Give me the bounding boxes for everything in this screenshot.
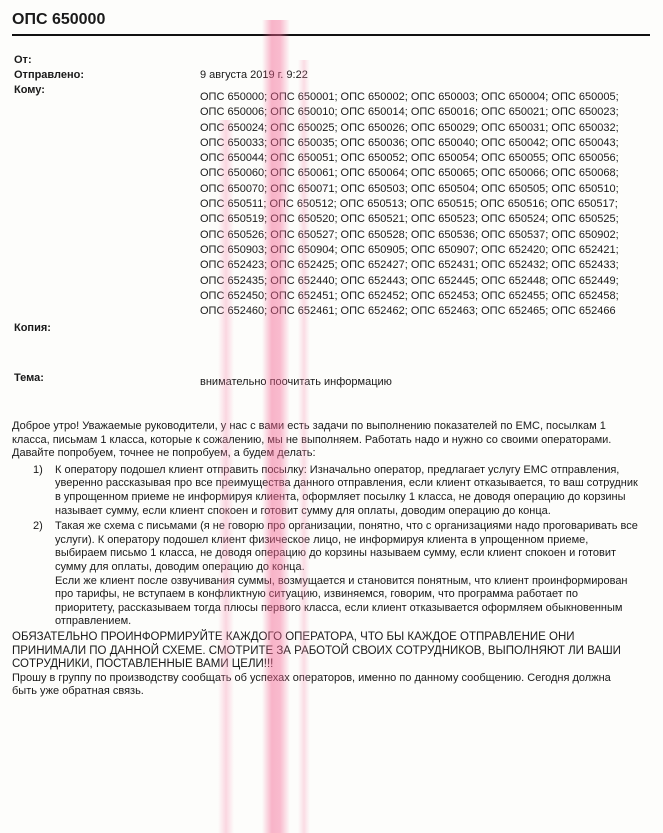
recipients-line: ОПС 650033; ОПС 650035; ОПС 650036; ОПС 650040; ОПС 650042; ОПС 650043; [200, 136, 619, 149]
message-body [12, 420, 638, 699]
list-item-text: Такая же схема с письмами (я не говорю про организации, понятно, что с организациями надо проговаривать все услуги). К оператору подошел клиент физическое лицо, не информируя клиента в упрощенном приеме, выбираем письмо 1 класса, не доводя операцию до корзины называем сумму, если клиент спокоен и готовит сумму для оплаты, доводим операцию до конца. [55, 520, 638, 573]
recipients-line: ОПС 650000; ОПС 650001; ОПС 650002; ОПС 650003; ОПС 650004; ОПС 650005; [200, 91, 619, 103]
recipients-line: ОПС 650903; ОПС 650904; ОПС 650905; ОПС 650907; ОПС 652420; ОПС 652421; [200, 243, 619, 256]
closing-paragraph: Прошу в группу по производству сообщать об успехах операторов, именно по данному сообщению. Сегодня должна быть уже обратная связь. [12, 671, 611, 698]
intro-paragraph: Давайте попробуем, точнее не попробуем, а будем делать: [12, 447, 316, 460]
recipients-line: ОПС 650526; ОПС 650527; ОПС 650528; ОПС 650536; ОПС 650537; ОПС 650902; [200, 228, 619, 241]
caps-instruction: ОБЯЗАТЕЛЬНО ПРОИНФОРМИРУЙТЕ КАЖДОГО ОПЕРАТОРА, ЧТО БЫ КАЖДОЕ ОТПРАВЛЕНИЕ ОНИ ПРИНИМАЛИ ПО ДАННОЙ СХЕМЕ. СМОТРИТЕ ЗА РАБОТОЙ СВОИХ СОТРУДНИКОВ, ВЫПОЛНЯЮТ ЛИ ВАШИ СОТРУДНИКИ, ПОСТАВЛЕННЫЕ ВАМИ ЦЕЛИ!!! [12, 630, 621, 671]
recipients-line: ОПС 652435; ОПС 652440; ОПС 652443; ОПС 652445; ОПС 652448; ОПС 652449; [200, 274, 619, 287]
list-item-text: К оператору подошел клиент отправить посылку: Изначально оператор, предлагает услугу ЕМС отправления, уверенно рассказывая про все преимущества данного отправления, если клиент отказывается, то ваш сотрудник в упрощенном приеме не информируя клиента, оформляет посылку 1 класса, не доводя операцию до корзины называет сумму, если клиент спокоен и готовит сумму для оплаты, доводим операцию до конца. [55, 463, 638, 517]
recipients-list [200, 90, 650, 319]
list-item [12, 464, 638, 518]
recipients-line: ОПС 652423; ОПС 652425; ОПС 652427; ОПС 652431; ОПС 652432; ОПС 652433; [200, 259, 619, 272]
recipients-line: ОПС 652450; ОПС 652451; ОПС 652452; ОПС 652453; ОПС 652455; ОПС 652458; [200, 289, 619, 302]
greeting-paragraph: Доброе утро! Уважаемые руководители, у нас с вами есть задачи по выполнению показателей по ЕМС, посылкам 1 класса, письмам 1 класса, которые к сожалению, мы не выполняем. Работать надо и нужно со своими операторами. [12, 420, 612, 446]
to-label: Кому: [14, 84, 45, 96]
sent-value: 9 августа 2019 г. 9:22 [200, 69, 308, 81]
list-item-text: Если же клиент после озвучивания суммы, возмущается и становится понятным, что клиент проинформирован про тарифы, не вступаем в конфликтную ситуацию, извиняемся, говорим, что программа работает по приоритету, рассказываем тогда плюсы первого класса, если клиент отказывается оформляем обыкновенным отправлением. [55, 574, 628, 628]
instructions-list [12, 464, 638, 629]
subject-label: Тема: [14, 372, 44, 384]
copy-label: Копия: [14, 322, 51, 334]
subject-value: внимательно поочитать информацию [200, 376, 392, 388]
title-divider [12, 34, 650, 36]
recipients-line: ОПС 650024; ОПС 650025; ОПС 650026; ОПС 650029; ОПС 650031; ОПС 650032; [200, 121, 619, 134]
list-item [12, 520, 638, 629]
list-number: 1) [33, 463, 43, 476]
recipients-line: ОПС 652460; ОПС 652461; ОПС 652462; ОПС 652463; ОПС 652465; ОПС 652466 [200, 305, 616, 318]
recipients-line: ОПС 650070; ОПС 650071; ОПС 650503; ОПС 650504; ОПС 650505; ОПС 650510; [200, 182, 619, 195]
recipients-line: ОПС 650519; ОПС 650520; ОПС 650521; ОПС 650523; ОПС 650524; ОПС 650525; [200, 213, 619, 226]
from-label: От: [14, 54, 32, 66]
recipients-line: ОПС 650006; ОПС 650010; ОПС 650014; ОПС 650016; ОПС 650021; ОПС 650023; [200, 106, 619, 119]
recipients-line: ОПС 650060; ОПС 650061; ОПС 650064; ОПС 650065; ОПС 650066; ОПС 650068; [200, 167, 619, 180]
recipients-line: ОПС 650511; ОПС 650512; ОПС 650513; ОПС 650515; ОПС 650516; ОПС 650517; [200, 198, 618, 211]
recipients-line: ОПС 650044; ОПС 650051; ОПС 650052; ОПС 650054; ОПС 650055; ОПС 650056; [200, 152, 619, 165]
list-number: 2) [33, 520, 43, 533]
document-title: ОПС 650000 [12, 11, 106, 28]
sent-label: Отправлено: [14, 69, 85, 81]
